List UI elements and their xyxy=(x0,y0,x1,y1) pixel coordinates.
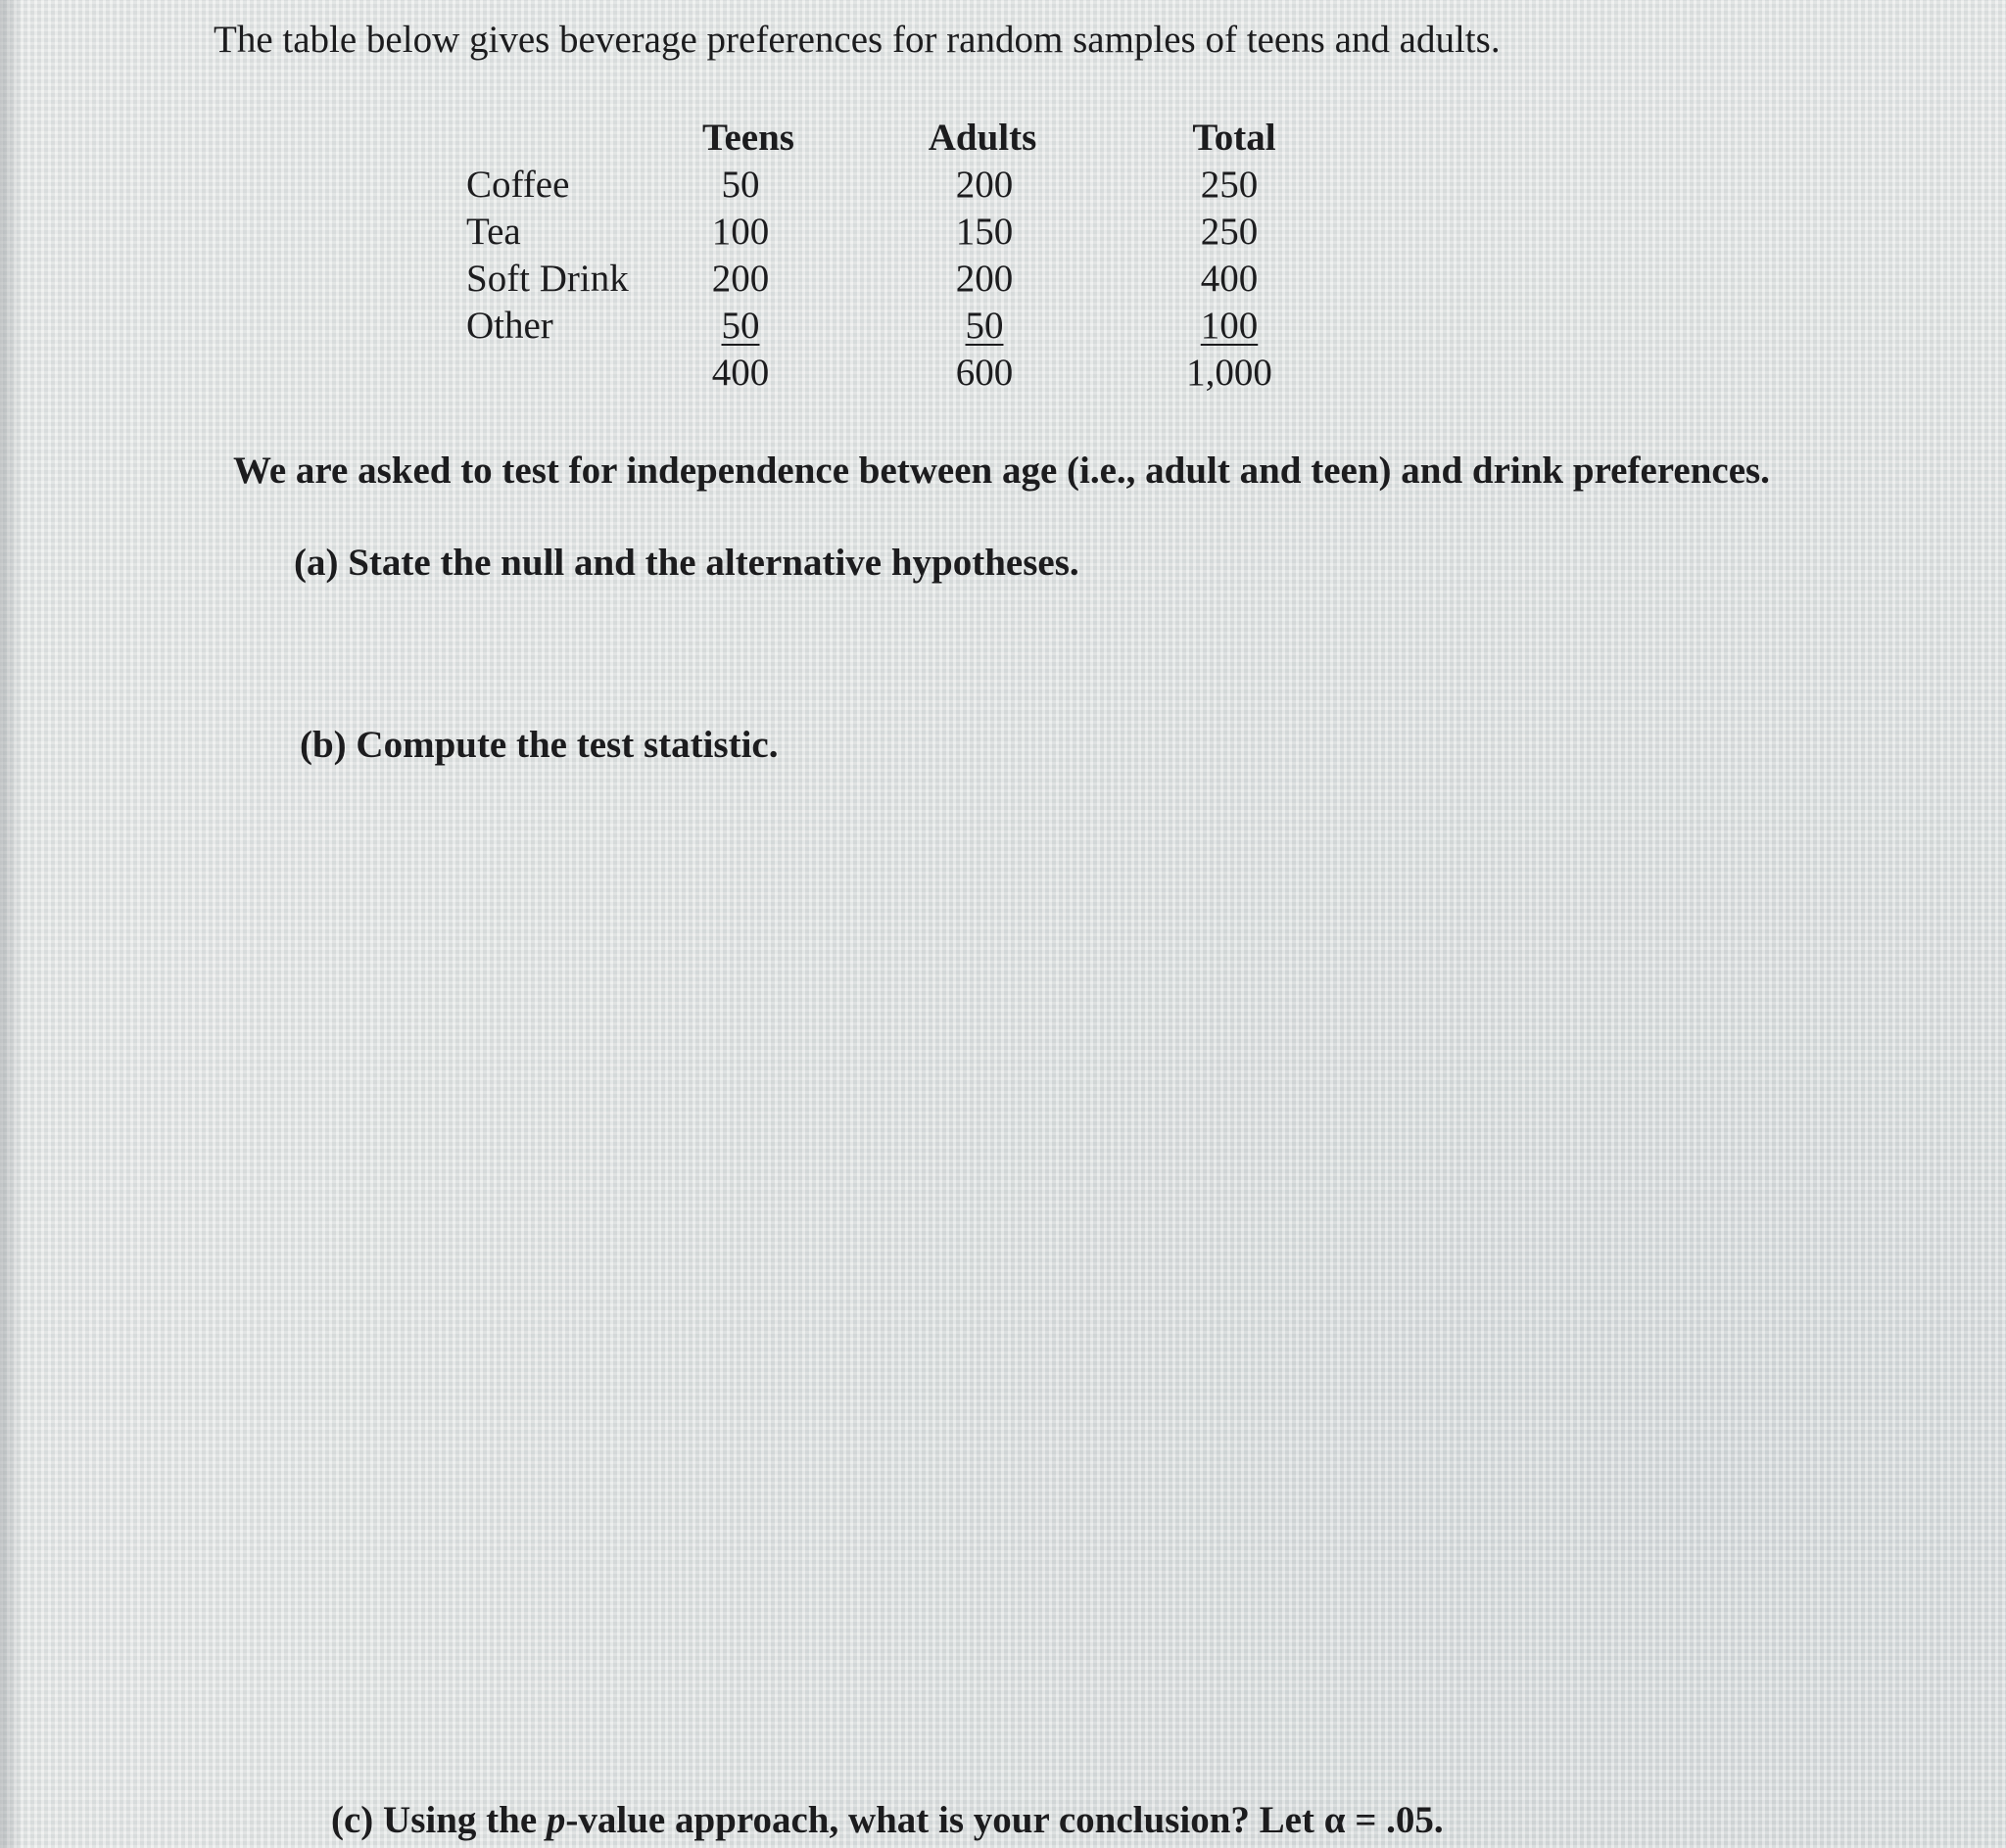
part-c-prompt: (c) Using the p-value approach, what is your conclusion? Let α = .05. xyxy=(331,1799,1444,1841)
part-b-prompt: (b) Compute the test statistic. xyxy=(300,724,779,766)
cell-tea-total: 250 xyxy=(1200,211,1259,253)
cell-coffee-adults: 200 xyxy=(955,164,1014,206)
cell-soft-drink-adults: 200 xyxy=(955,258,1014,300)
cell-tea-adults: 150 xyxy=(955,211,1014,253)
part-a-prompt: (a) State the null and the alternative hypotheses. xyxy=(294,542,1079,584)
row-label-other: Other xyxy=(466,305,553,347)
cell-tea-teens: 100 xyxy=(711,211,770,253)
row-label-soft-drink: Soft Drink xyxy=(466,258,629,300)
cell-coffee-total: 250 xyxy=(1200,164,1259,206)
header-adults: Adults xyxy=(928,117,1037,159)
row-label-coffee: Coffee xyxy=(466,164,570,206)
cell-other-teens: 50 xyxy=(721,305,760,347)
cell-coffee-teens: 50 xyxy=(721,164,760,206)
total-grand: 1,000 xyxy=(1186,352,1272,394)
header-total: Total xyxy=(1192,117,1276,159)
total-teens: 400 xyxy=(711,352,770,394)
question-text: We are asked to test for independence between age (i.e., adult and teen) and drink preferences. xyxy=(233,450,1770,492)
cell-soft-drink-teens: 200 xyxy=(711,258,770,300)
cell-other-adults: 50 xyxy=(965,305,1004,347)
intro-text: The table below gives beverage preferences for random samples of teens and adults. xyxy=(214,19,1501,61)
row-label-tea: Tea xyxy=(466,211,521,253)
cell-other-total: 100 xyxy=(1200,305,1259,347)
cell-soft-drink-total: 400 xyxy=(1200,258,1259,300)
header-teens: Teens xyxy=(702,117,794,159)
total-adults: 600 xyxy=(955,352,1014,394)
page-edge-shadow xyxy=(0,0,22,1848)
